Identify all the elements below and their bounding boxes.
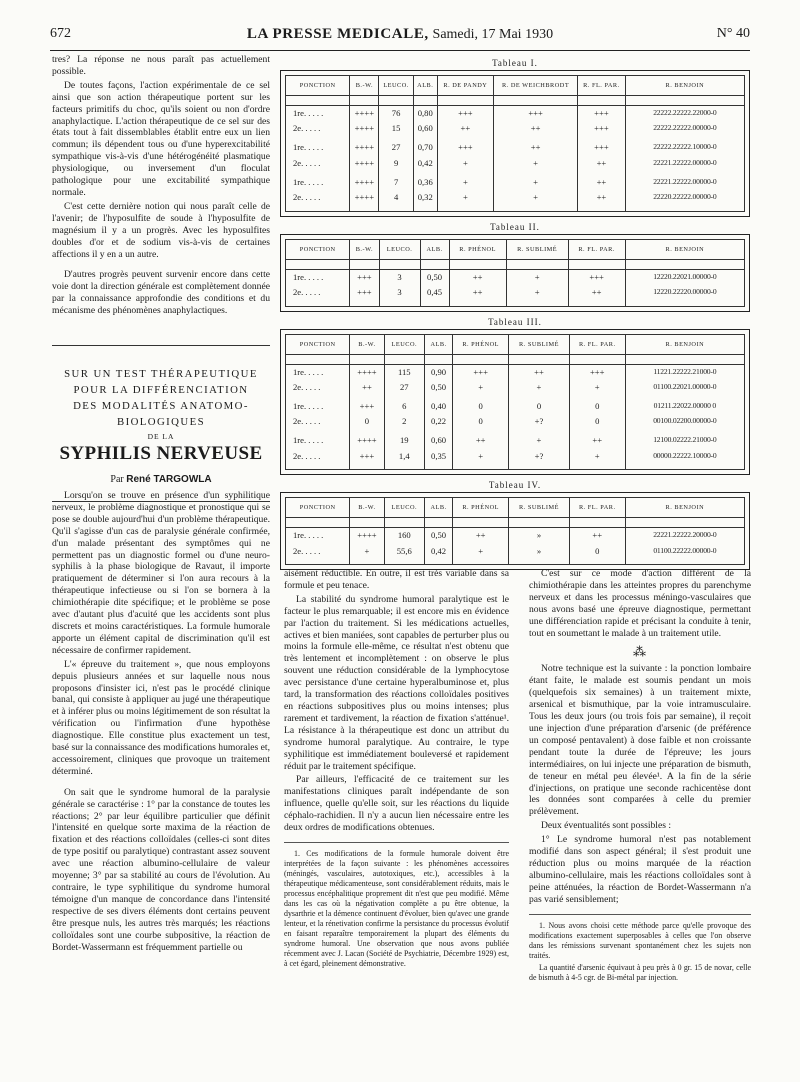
- table-cell: 1re. . . . .: [286, 528, 350, 544]
- table-cell: 12100.02222.21000-0: [625, 433, 744, 448]
- header-rule: [50, 50, 750, 51]
- title-line-4: DE LA: [147, 432, 175, 441]
- table-cell: 1re. . . . .: [286, 175, 350, 190]
- table-cell: ++++: [350, 433, 384, 448]
- author-name: René TARGOWLA: [126, 474, 212, 485]
- article-title: SYPHILIS NERVEUSE: [59, 443, 263, 464]
- journal-title: [200, 26, 600, 43]
- table-cell: +: [437, 190, 493, 209]
- table-cell: 19: [384, 433, 424, 448]
- table-header: R. DE WEICHBRODT: [494, 76, 578, 96]
- table-header: R. SUBLIMÉ: [509, 334, 570, 354]
- table-cell: 0: [569, 414, 625, 433]
- table-cell: 0: [509, 399, 570, 414]
- table-header: R. PHÉNOL: [453, 498, 509, 518]
- table-cell: ++: [578, 156, 626, 175]
- table-cell: 22222.22222.00000-0: [625, 121, 744, 140]
- table-cell: +: [494, 190, 578, 209]
- table-cell: +: [494, 156, 578, 175]
- table-header: R. BENJOIN: [625, 239, 744, 259]
- table-cell: 00100.02200.00000-0: [625, 414, 744, 433]
- table-row: [286, 140, 745, 155]
- table-cell: 9: [379, 156, 413, 175]
- table-cell: +++: [569, 364, 625, 380]
- table-header: R. FL. PAR.: [569, 498, 625, 518]
- table-header: B.-W.: [350, 76, 379, 96]
- table-cell: ++: [453, 433, 509, 448]
- paragraph: De toutes façons, l'action expérimentale de ce sel ainsi que son action thérapeutique portent sur les facteurs primitifs du choc, qu'ils soient ou non d'ordre anaphylactique. L'action thérapeutique de ce sel sur des états tout à fait dissemblables établit entre eux un lien commun; ils dépendent tous ou d'une hyperexcitabilité sympathique vis-à-vis d'une hétérogénéité plasmatique physiologique, ou inversement d'un floculat pathologique pour une excitabilité sympathique normale.: [52, 79, 270, 198]
- table-cell: +?: [509, 414, 570, 433]
- table-cell: »: [509, 528, 570, 544]
- table-cell: +++: [437, 140, 493, 155]
- footnote-rule: [529, 914, 751, 915]
- footnote: 1. Nous avons choisi cette méthode parce qu'elle provoque des modifications exactement superposables à celles que l'on observe dans les rémissions survenant spontanément chez les sujets non traités.: [529, 920, 751, 960]
- paragraph: C'est sur ce mode d'action différent de la chimiothérapie dans les atteintes propres du parenchyme nerveux et dans les processus méningo-vasculaires que nous avons basé une épreuve diagnostique, permettant une différenciation rapide et précisant la conduite à tenir, tout en soumettant le malade à un traitement utile.: [529, 568, 751, 639]
- page-number: 672: [50, 26, 71, 41]
- table-cell: ++: [437, 121, 493, 140]
- data-table: [280, 70, 750, 217]
- table-cell: 2e. . . . .: [286, 414, 350, 433]
- running-header: [50, 26, 750, 46]
- table-cell: ++: [569, 528, 625, 544]
- table-cell: 0: [569, 544, 625, 563]
- table-header: B.-W.: [350, 498, 384, 518]
- table-cell: +: [437, 156, 493, 175]
- table-header: R. SUBLIMÉ: [506, 239, 568, 259]
- table-header: LEUCO.: [379, 76, 413, 96]
- table-cell: +++: [494, 106, 578, 122]
- table-row: [286, 156, 745, 175]
- title-line-1: SUR UN TEST THÉRAPEUTIQUE: [64, 368, 258, 380]
- table-header: PONCTION: [286, 498, 350, 518]
- column-1-article: [52, 490, 270, 955]
- footnote: La quantité d'arsenic équivaut à peu près à 0 gr. 15 de novar, celle de bismuth à 4-5 cgr. de Bi-métal par injection.: [529, 962, 751, 982]
- table-cell: 0,90: [424, 364, 452, 380]
- table-header: ALB.: [424, 334, 452, 354]
- title-line-3: DES MODALITÉS ANATOMO-BIOLOGIQUES: [73, 400, 249, 428]
- table-header: LEUCO.: [384, 498, 424, 518]
- table-caption: Tableau III.: [488, 316, 542, 327]
- table-row: [286, 528, 745, 544]
- table-cell: 160: [384, 528, 424, 544]
- table-cell: +++: [578, 106, 626, 122]
- table-header: R. FL. PAR.: [569, 334, 625, 354]
- paragraph: 1° Le syndrome humoral n'est pas notablement modifié dans son aspect général; il s'est produit une réduction plus ou moins marquée de la réaction albumino-cellulaire, mais les réactions colloïdales sont à peine atténuées, la réaction de Bordet-Wassermann n'a pas varié sensiblement;: [529, 834, 751, 905]
- table-cell: 3: [379, 285, 420, 304]
- table-header: ALB.: [420, 239, 449, 259]
- table-cell: +: [437, 175, 493, 190]
- paragraph: Par ailleurs, l'efficacité de ce traitement sur les manifestations cliniques paraît indépendante de son influence, quelle qu'elle soit, sur les réactions du liquide céphalo-rachidien. Il n'y a aucun lien nécessaire entre les deux ordres de modifications obtenues.: [284, 774, 509, 834]
- table-cell: 22222.22222.10000-0: [625, 140, 744, 155]
- table-cell: +: [506, 269, 568, 285]
- table-cell: 15: [379, 121, 413, 140]
- table-header: R. SUBLIMÉ: [509, 498, 570, 518]
- table-cell: +++: [350, 269, 379, 285]
- table-row: [286, 175, 745, 190]
- table-row: [286, 285, 745, 304]
- table-cell: ++++: [350, 121, 379, 140]
- table-cell: ++++: [350, 175, 379, 190]
- table-header: B.-W.: [350, 239, 379, 259]
- table-cell: 0,42: [413, 156, 437, 175]
- table-cell: 2e. . . . .: [286, 449, 350, 468]
- table-cell: 0,35: [424, 449, 452, 468]
- journal-name: LA PRESSE MEDICALE,: [246, 26, 429, 42]
- table-cell: 1,4: [384, 449, 424, 468]
- footnote-rule: [284, 842, 509, 843]
- table-cell: +++: [437, 106, 493, 122]
- table-cell: 0,36: [413, 175, 437, 190]
- table-cell: ++++: [350, 106, 379, 122]
- table-cell: +++: [453, 364, 509, 380]
- table-cell: +: [453, 544, 509, 563]
- table-row: [286, 106, 745, 122]
- table-row: [286, 414, 745, 433]
- table-header: PONCTION: [286, 76, 350, 96]
- table-cell: 01100.22222.00000-0: [625, 544, 744, 563]
- table-cell: 01211.22022.00000 0: [625, 399, 744, 414]
- table-cell: 115: [384, 364, 424, 380]
- table-cell: 0: [350, 414, 384, 433]
- paragraph: On sait que le syndrome humoral de la paralysie générale se caractérise : 1° par la constance de toutes les réactions; 2° par leur équilibre particulier que définit l'intensité en quelque sorte maxima de la réaction de fixation et des réactions colloïdales (celles-ci sont dites de type positif ou paralytique) contrastant assez souvent avec une réaction albumino-cellulaire de valeur moyenne; 3° par sa stabilité au cours de l'évolution. Au contraire, le type syphilitique du syndrome humoral témoigne d'un manque de concordance dans l'intensité respective de ses divers éléments dont certains peuvent être presque nuls, les autres très marqués; les réactions colloïdales sont une courbe subpositive, la réaction de Bordet-Wassermann est fréquemment partielle ou: [52, 786, 270, 953]
- table-cell: 1re. . . . .: [286, 433, 350, 448]
- table-header: R. FL. PAR.: [568, 239, 625, 259]
- table-cell: 00000.22222.10000-0: [625, 449, 744, 468]
- table-cell: +++: [350, 285, 379, 304]
- footnote: 1. Ces modifications de la formule humorale doivent être interprétées de la façon suivante : les phénomènes accessoires (méningés, vasculaires, autotoxiques, etc.), accessibles à la thérapeutique médicamenteuse, sont considérablement réduits, mais le processus encéphalitique proprement dit n'est que peu modifié. Même dans les cas où la négativation complète a pu être obtenue, la dysarthrie et la démence continuent d'évoluer, bien qu'avec une grande lenteur, et la rénetivation confirme la persistance du processus évolutif en faisant reparaître temporairement la plupart des éléments du syndrome humoral. Une observation que nous avons publiée récemment avec J. Lacan (Société de Psychiatrie, Décembre 1929) est, à cet égard, pleinement démonstrative.: [284, 848, 509, 968]
- table-cell: 0,45: [420, 285, 449, 304]
- table-cell: 11221.22222.21000-0: [625, 364, 744, 380]
- table-cell: 6: [384, 399, 424, 414]
- table-cell: 55,6: [384, 544, 424, 563]
- paragraph: Deux éventualités sont possibles :: [541, 820, 672, 832]
- table-cell: 22221.22222.20000-0: [625, 528, 744, 544]
- issue-number: N° 40: [716, 26, 750, 41]
- article-title-block: [52, 345, 270, 502]
- table-cell: 0,80: [413, 106, 437, 122]
- table-cell: ++: [578, 175, 626, 190]
- table-cell: +: [453, 380, 509, 399]
- table-cell: ++: [449, 269, 506, 285]
- table-cell: ++: [578, 190, 626, 209]
- table-cell: +++: [350, 399, 384, 414]
- table-cell: 76: [379, 106, 413, 122]
- table-cell: ++: [449, 285, 506, 304]
- column-2: [284, 568, 509, 971]
- table-cell: 0,22: [424, 414, 452, 433]
- paragraph: C'est cette dernière notion qui nous paraît celle de l'avenir; de l'hyposulfite de soude à l'hyposulfite de magnésium il y a un progrès. Avec les hyposulfites doubles d'or et de sodium vis-à-vis de certaines affections il y en a un autre.: [52, 200, 270, 260]
- table-cell: +: [569, 380, 625, 399]
- table-cell: ++: [453, 528, 509, 544]
- table-cell: ++++: [350, 364, 384, 380]
- table-cell: 0,42: [424, 544, 452, 563]
- table-cell: ++: [509, 364, 570, 380]
- table-cell: 12220.22220.00000-0: [625, 285, 744, 304]
- table-header: R. PHÉNOL: [449, 239, 506, 259]
- paragraph: aisément réductible. En outre, il est très variable dans sa formule et peu tenace.: [284, 568, 509, 591]
- table-cell: 0,70: [413, 140, 437, 155]
- table-cell: 27: [384, 380, 424, 399]
- table-cell: 2e. . . . .: [286, 544, 350, 563]
- table-cell: 1re. . . . .: [286, 399, 350, 414]
- table-header: ALB.: [424, 498, 452, 518]
- table-cell: 0: [453, 399, 509, 414]
- table-cell: ++: [568, 285, 625, 304]
- table-cell: 1re. . . . .: [286, 106, 350, 122]
- column-1-top: [52, 54, 270, 319]
- table-cell: ++++: [350, 528, 384, 544]
- table-cell: ++: [494, 121, 578, 140]
- paragraph: tres? La réponse ne nous paraît pas actuellement possible.: [52, 54, 270, 77]
- table-cell: 22220.22222.00000-0: [625, 190, 744, 209]
- table-row: [286, 269, 745, 285]
- footnotes: [284, 849, 509, 969]
- table-header: R. PHÉNOL: [453, 334, 509, 354]
- table-cell: +: [506, 285, 568, 304]
- table-cell: +: [569, 449, 625, 468]
- table-header: R. FL. PAR.: [578, 76, 626, 96]
- table-header: PONCTION: [286, 239, 350, 259]
- table-header: B.-W.: [350, 334, 384, 354]
- table-header: R. BENJOIN: [625, 498, 744, 518]
- table-row: [286, 190, 745, 209]
- table-header: PONCTION: [286, 334, 350, 354]
- table-cell: 0,50: [424, 528, 452, 544]
- title-line-2: POUR LA DIFFÉRENCIATION: [73, 384, 249, 396]
- table-cell: 1re. . . . .: [286, 269, 350, 285]
- byline-par: Par: [110, 474, 124, 485]
- table-row: [286, 449, 745, 468]
- table-cell: 0,50: [420, 269, 449, 285]
- table-cell: 2e. . . . .: [286, 156, 350, 175]
- table-cell: ++++: [350, 190, 379, 209]
- table-cell: 0,60: [413, 121, 437, 140]
- table-cell: 0,32: [413, 190, 437, 209]
- table-cell: 7: [379, 175, 413, 190]
- table-cell: +++: [350, 449, 384, 468]
- table-cell: 1re. . . . .: [286, 140, 350, 155]
- table-cell: 0: [453, 414, 509, 433]
- table-row: [286, 380, 745, 399]
- table-cell: +: [350, 544, 384, 563]
- table-cell: 27: [379, 140, 413, 155]
- table-cell: 22221.22222.00000-0: [625, 156, 744, 175]
- paragraph: D'autres progrès peuvent survenir encore dans cette voie dont la direction générale est complètement donnée par la connaissance approfondie des conditions et du mécanisme des phénomènes anaphylactiques.: [52, 269, 270, 317]
- table-cell: 0,50: [424, 380, 452, 399]
- table-row: [286, 544, 745, 563]
- table-cell: +++: [578, 121, 626, 140]
- table-cell: ++++: [350, 140, 379, 155]
- table-cell: »: [509, 544, 570, 563]
- table-cell: 22221.22222.00000-0: [625, 175, 744, 190]
- table-header: R. DE PANDY: [437, 76, 493, 96]
- footnotes: [529, 921, 751, 983]
- issue-date: Samedi, 17 Mai 1930: [432, 27, 554, 42]
- table-cell: ++++: [350, 156, 379, 175]
- table-cell: 22222.22222.22000-0: [625, 106, 744, 122]
- data-table: [280, 329, 750, 476]
- table-cell: 0,40: [424, 399, 452, 414]
- table-row: [286, 399, 745, 414]
- table-cell: 0,60: [424, 433, 452, 448]
- byline: [52, 474, 270, 485]
- section-separator: ⁂: [633, 644, 647, 660]
- table-cell: 2e. . . . .: [286, 380, 350, 399]
- table-cell: +++: [568, 269, 625, 285]
- table-cell: +: [509, 380, 570, 399]
- tables-area: [280, 55, 750, 574]
- table-cell: +++: [578, 140, 626, 155]
- table-cell: +?: [509, 449, 570, 468]
- table-cell: 2: [384, 414, 424, 433]
- table-header: LEUCO.: [384, 334, 424, 354]
- table-row: [286, 364, 745, 380]
- data-table: [280, 492, 750, 570]
- paragraph: La stabilité du syndrome humoral paralytique est le facteur le plus remarquable; il est encore mis en évidence par l'action du traitement. Si les médications actuelles, actives et bien maniées, sont capables de perturber plus ou moins la formule elle-même, ce résultat n'est obtenu que très lentement et incomplètement : on observe le plus souvent une réduction considérable de la lymphocytose avec persistance d'une certaine hyperalbuminose et, plus tard, la transformation des réactions colloïdales positives en réactions subpositives plus ou moins intenses; plus rarement et tardivement, la réaction de fixation s'atténue¹. La résistance à la thérapeutique est donc un attribut du syndrome humoral paralytique. Au contraire, le type syphilitique est immédiatement bouleversé et rapidement réduit par le traitement spécifique.: [284, 593, 509, 772]
- column-3: [529, 568, 751, 985]
- data-table: [280, 234, 750, 312]
- paragraph: Notre technique est la suivante : la ponction lombaire étant faite, le malade est soumis pendant un mois (quelquefois six semaines) à un traitement mixte, arsenical et bismuthique, par la voie intramusculaire. Tous les deux jours (ou trois fois par semaine), il reçoit une injection d'une préparation d'arsenic (de préférence un composé pentavalent) à dose faible et non croissante pendant toute la durée de l'épreuve; les jours intermédiaires, on lui injecte une préparation de bismuth, de teneur en métal peu élevée¹. A la fin de la série d'injections, on pratique une seconde rachicentèse dont les données sont comparées à celle du premier prélèvement.: [529, 663, 751, 818]
- table-header: LEUCO.: [379, 239, 420, 259]
- table-cell: ++: [350, 380, 384, 399]
- paragraph: Lorsqu'on se trouve en présence d'un syphilitique nerveux, le problème diagnostique et pronostique qui se pose se double aujourd'hui d'un problème thérapeutique. Qu'il s'agisse d'un cas de paralysie générale confirmée, d'un malade présentant des symptômes qui ne permettent pas un diagnostic formel ou d'une neuro-syphilis à la phase biologique de Ravaut, il importe pratiquement de déterminer si l'on aura recours à la thérapeutique infectieuse ou si l'on se bornera à la chimiothérapie dite spécifique; et le problème se pose avec d'autant plus d'acuité que les accidents sont plus discrets et moins caractéristiques. La formule humorale apporte un élément capital de discrimination qu'il est nécessaire de confirmer rapidement.: [52, 490, 270, 656]
- table-header: R. BENJOIN: [625, 76, 744, 96]
- table-cell: 2e. . . . .: [286, 121, 350, 140]
- table-cell: +: [494, 175, 578, 190]
- table-cell: 0: [569, 399, 625, 414]
- table-cell: 2e. . . . .: [286, 190, 350, 209]
- table-cell: 3: [379, 269, 420, 285]
- table-caption: Tableau IV.: [488, 480, 542, 491]
- table-caption: Tableau I.: [492, 58, 538, 68]
- table-cell: +: [453, 449, 509, 468]
- table-row: [286, 121, 745, 140]
- paragraph: L'« épreuve du traitement », que nous employons depuis plusieurs années et sur laquelle nous nous proposons d'insister ici, n'est pas le procédé clinique banal, qui consiste à appliquer au jugé une thérapeutique et à inférer plus ou moins légitimement de son résultat la vérification ou l'infirmation d'une hypothèse diagnostique. Elle constitue plus exactement un test, basé sur la connaissance des modifications humorales et, accessoirement, cliniques que provoque un traitement déterminé.: [52, 658, 270, 777]
- table-cell: 2e. . . . .: [286, 285, 350, 304]
- table-cell: 1re. . . . .: [286, 364, 350, 380]
- table-cell: 01100.22021.00000-0: [625, 380, 744, 399]
- table-cell: ++: [494, 140, 578, 155]
- table-cell: ++: [569, 433, 625, 448]
- table-header: ALB.: [413, 76, 437, 96]
- table-cell: +: [509, 433, 570, 448]
- table-cell: 4: [379, 190, 413, 209]
- table-header: R. BENJOIN: [625, 334, 744, 354]
- table-row: [286, 433, 745, 448]
- table-cell: 12220.22021.00000-0: [625, 269, 744, 285]
- table-caption: Tableau II.: [490, 221, 540, 232]
